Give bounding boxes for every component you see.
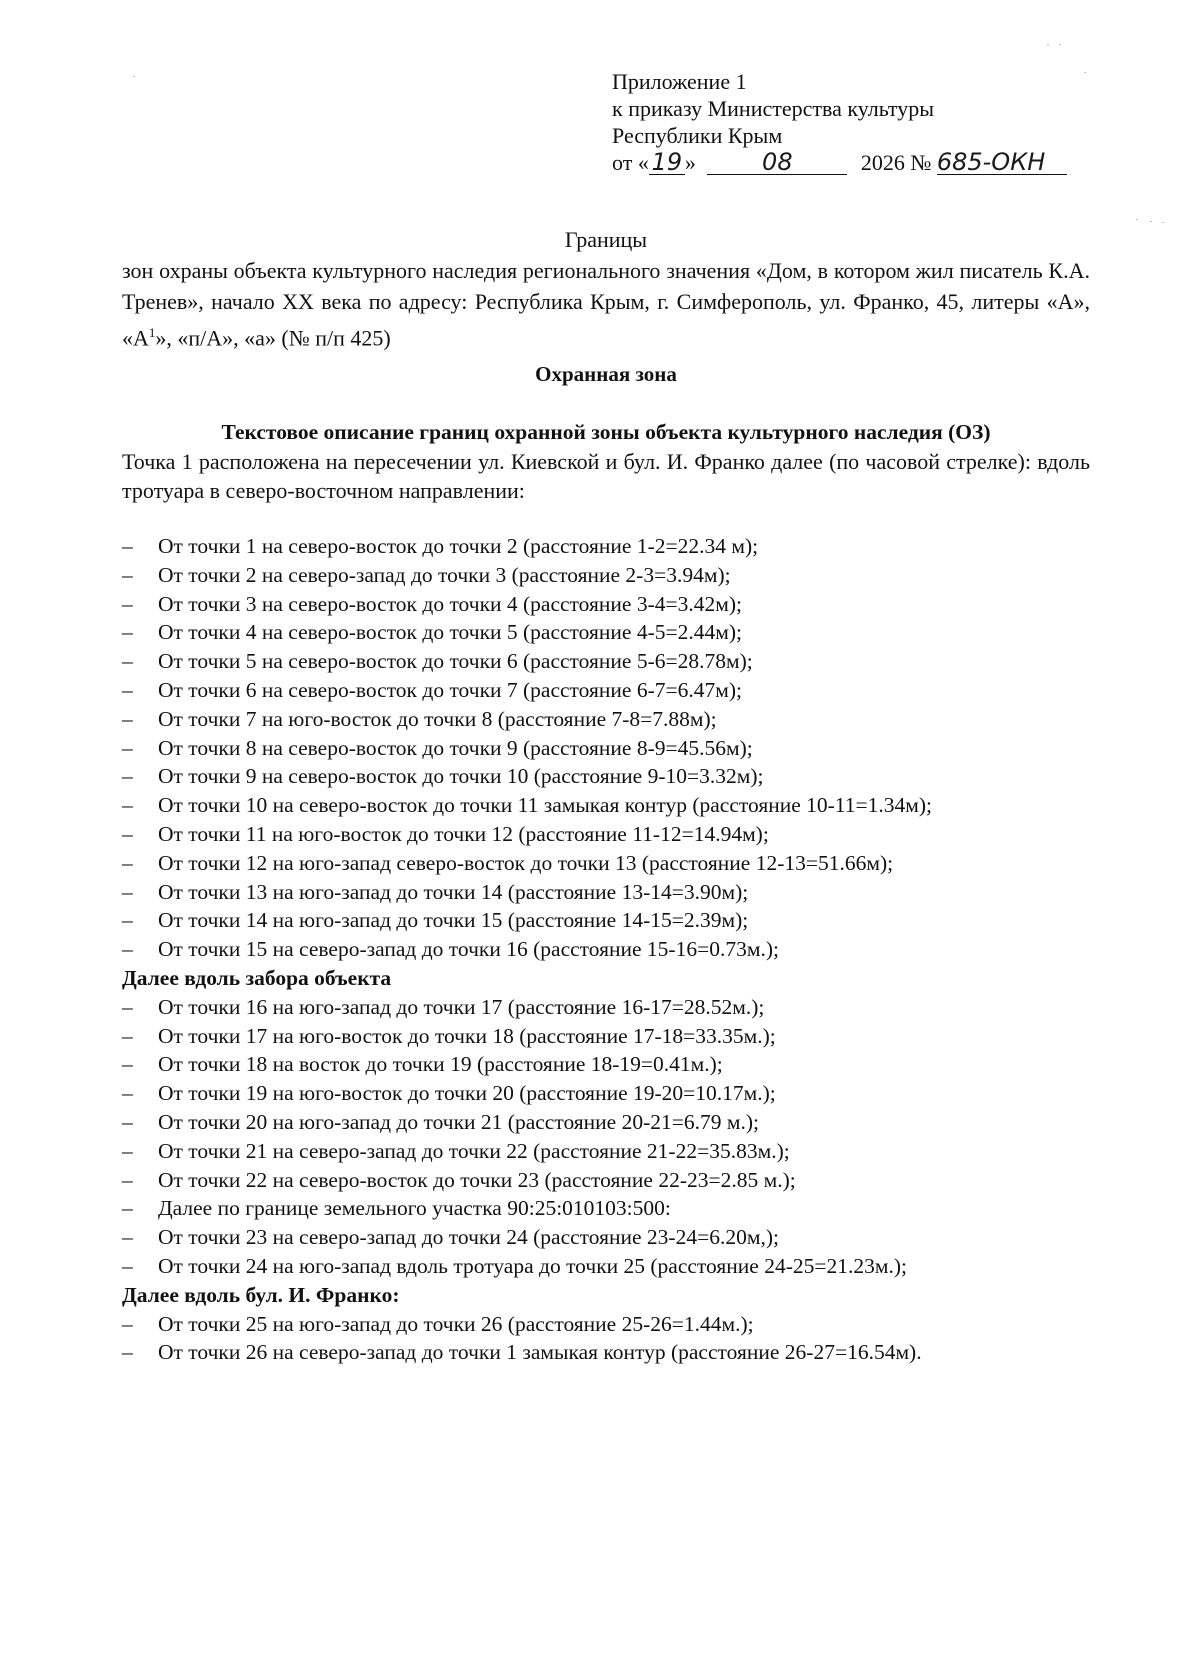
dash-marker: – <box>122 1311 133 1336</box>
list-item-text: От точки 6 на северо-восток до точки 7 (расстояние 6-7=6.47м); <box>158 677 742 702</box>
dash-marker: – <box>122 1109 133 1134</box>
dash-marker: – <box>122 620 133 645</box>
description-heading: Текстовое описание границ охранной зоны объекта культурного наследия (ОЗ) <box>221 420 991 444</box>
description-section <box>122 418 1090 505</box>
subheading-fence: Далее вдоль забора объекта <box>122 965 392 990</box>
list-item <box>122 1194 1102 1223</box>
list-item-text: От точки 25 на юго-запад до точки 26 (расстояние 25-26=1.44м.); <box>158 1311 754 1336</box>
list-item <box>122 734 1102 763</box>
list-item <box>122 1252 1102 1281</box>
dash-marker: – <box>122 1081 133 1106</box>
list-item <box>122 1079 1102 1108</box>
dash-marker: – <box>122 1253 133 1278</box>
dash-marker: – <box>122 1052 133 1077</box>
list-item-text: Далее по границе земельного участка 90:25:010103:500: <box>158 1196 671 1221</box>
list-item <box>122 532 1102 561</box>
dash-marker: – <box>122 562 133 587</box>
list-item <box>122 849 1102 878</box>
dash-marker: – <box>122 1138 133 1163</box>
dash-marker: – <box>122 937 133 962</box>
dash-marker: – <box>122 1225 133 1250</box>
date-mid: » <box>684 150 696 175</box>
list-item <box>122 993 1102 1022</box>
list-item <box>122 1050 1102 1079</box>
list-item-text: От точки 19 на юго-восток до точки 20 (расстояние 19-20=10.17м.); <box>158 1081 776 1106</box>
subject-tail: », «п/А», «а» (№ п/п 425) <box>155 325 391 351</box>
subject-superscript: 1 <box>148 325 156 340</box>
list-item-text: От точки 2 на северо-запад до точки 3 (расстояние 2-3=3.94м); <box>158 562 731 587</box>
list-item-text: От точки 18 на восток до точки 19 (расстояние 18-19=0.41м.); <box>158 1052 723 1077</box>
list-item <box>122 676 1102 705</box>
list-item-text: От точки 13 на юго-запад до точки 14 (расстояние 13-14=3.90м); <box>158 879 749 904</box>
list-item <box>122 791 1102 820</box>
dash-marker: – <box>122 1340 133 1365</box>
subheading-boulevard: Далее вдоль бул. И. Франко: <box>122 1282 400 1307</box>
list-item-text: От точки 15 на северо-запад до точки 16 (расстояние 15-16=0.73м.); <box>158 937 779 962</box>
dash-marker: – <box>122 793 133 818</box>
dash-marker: – <box>122 908 133 933</box>
appendix-header <box>612 68 1067 176</box>
list-item <box>122 1137 1102 1166</box>
dash-marker: – <box>122 591 133 616</box>
list-item <box>122 1223 1102 1252</box>
appendix-line-1: Приложение 1 <box>612 69 747 94</box>
list-item <box>122 1310 1102 1339</box>
list-item <box>122 1022 1102 1051</box>
list-item <box>122 590 1102 619</box>
list-item-text: От точки 1 на северо-восток до точки 2 (расстояние 1-2=22.34 м); <box>158 534 759 558</box>
dash-marker: – <box>122 764 133 789</box>
dash-marker: – <box>122 821 133 846</box>
list-item-text: От точки 17 на юго-восток до точки 18 (расстояние 17-18=33.35м.); <box>158 1023 776 1048</box>
list-item <box>122 1338 1102 1367</box>
handwritten-day: 19 <box>649 150 685 175</box>
boundary-group-3 <box>122 1310 1102 1368</box>
list-item-text: От точки 14 на юго-запад до точки 15 (расстояние 14-15=2.39м); <box>158 908 749 933</box>
dash-marker: – <box>122 879 133 904</box>
list-item-text: От точки 11 на юго-восток до точки 12 (расстояние 11-12=14.94м); <box>158 821 769 846</box>
dash-marker: – <box>122 994 133 1019</box>
list-item-text: От точки 9 на северо-восток до точки 10 (расстояние 9-10=3.32м); <box>158 764 764 789</box>
dash-marker: – <box>122 1196 133 1221</box>
document-title: Границы <box>564 227 648 252</box>
subject-text: зон охраны объекта культурного наследия регионального значения «Дом, в котором жил писатель К.А. Тренев», начало XX века по адресу: Республика Крым, г. Симферополь, ул. Франко, 45, литеры «А», «А <box>122 258 1090 351</box>
list-item-text: От точки 12 на юго-запад северо-восток до точки 13 (расстояние 12-13=51.66м); <box>158 850 894 875</box>
list-item <box>122 1108 1102 1137</box>
list-item-text: От точки 3 на северо-восток до точки 4 (расстояние 3-4=3.42м); <box>158 591 742 616</box>
dash-marker: – <box>122 534 133 558</box>
boundary-group-1 <box>122 532 1102 964</box>
list-item <box>122 1166 1102 1195</box>
list-item <box>122 618 1102 647</box>
intro-paragraph: Точка 1 расположена на пересечении ул. Киевской и бул. И. Франко далее (по часовой стрелке): вдоль тротуара в северо-восточном направлении: <box>122 449 1090 503</box>
list-item-text: От точки 24 на юго-запад вдоль тротуара до точки 25 (расстояние 24-25=21.23м.); <box>158 1253 907 1278</box>
list-item-text: От точки 7 на юго-восток до точки 8 (расстояние 7-8=7.88м); <box>158 706 717 731</box>
list-item-text: От точки 23 на северо-запад до точки 24 (расстояние 23-24=6.20м,); <box>158 1225 779 1250</box>
appendix-line-2: к приказу Министерства культуры <box>612 96 935 121</box>
list-item-text: От точки 21 на северо-запад до точки 22 (расстояние 21-22=35.83м.); <box>158 1138 790 1163</box>
list-item-text: От точки 5 на северо-восток до точки 6 (расстояние 5-6=28.78м); <box>158 649 753 674</box>
list-item-text: От точки 20 на юго-запад до точки 21 (расстояние 20-21=6.79 м.); <box>158 1109 760 1134</box>
zone-title: Охранная зона <box>535 362 677 386</box>
appendix-line-3: Республики Крым <box>612 123 783 148</box>
list-item <box>122 820 1102 849</box>
list-item <box>122 878 1102 907</box>
list-item <box>122 762 1102 791</box>
document-title-block <box>122 224 1090 353</box>
list-item-text: От точки 26 на северо-запад до точки 1 замыкая контур (расстояние 26-27=16.54м). <box>158 1340 922 1365</box>
document-subject <box>122 255 1090 353</box>
date-prefix: от « <box>612 150 649 175</box>
list-item-text: От точки 10 на северо-восток до точки 11 замыкая контур (расстояние 10-11=1.34м); <box>158 793 932 818</box>
handwritten-order-number: 685-ОКН <box>937 150 1067 175</box>
dash-marker: – <box>122 1167 133 1192</box>
list-item <box>122 561 1102 590</box>
list-item <box>122 647 1102 676</box>
dash-marker: – <box>122 649 133 674</box>
list-item <box>122 906 1102 935</box>
order-date-number-line <box>612 149 1067 176</box>
list-item-text: От точки 16 на юго-запад до точки 17 (расстояние 16-17=28.52м.); <box>158 994 765 1019</box>
list-item-text: От точки 22 на северо-восток до точки 23 (расстояние 22-23=2.85 м.); <box>158 1167 796 1192</box>
dash-marker: – <box>122 1023 133 1048</box>
boundary-list <box>122 532 1102 1367</box>
dash-marker: – <box>122 677 133 702</box>
list-item <box>122 705 1102 734</box>
dash-marker: – <box>122 706 133 731</box>
list-item-text: От точки 8 на северо-восток до точки 9 (расстояние 8-9=45.56м); <box>158 735 753 760</box>
dash-marker: – <box>122 735 133 760</box>
handwritten-month: 08 <box>707 150 847 175</box>
dash-marker: – <box>122 850 133 875</box>
list-item <box>122 935 1102 964</box>
order-year-label: 2026 № <box>860 150 932 175</box>
boundary-group-2 <box>122 993 1102 1281</box>
list-item-text: От точки 4 на северо-восток до точки 5 (расстояние 4-5=2.44м); <box>158 620 742 645</box>
